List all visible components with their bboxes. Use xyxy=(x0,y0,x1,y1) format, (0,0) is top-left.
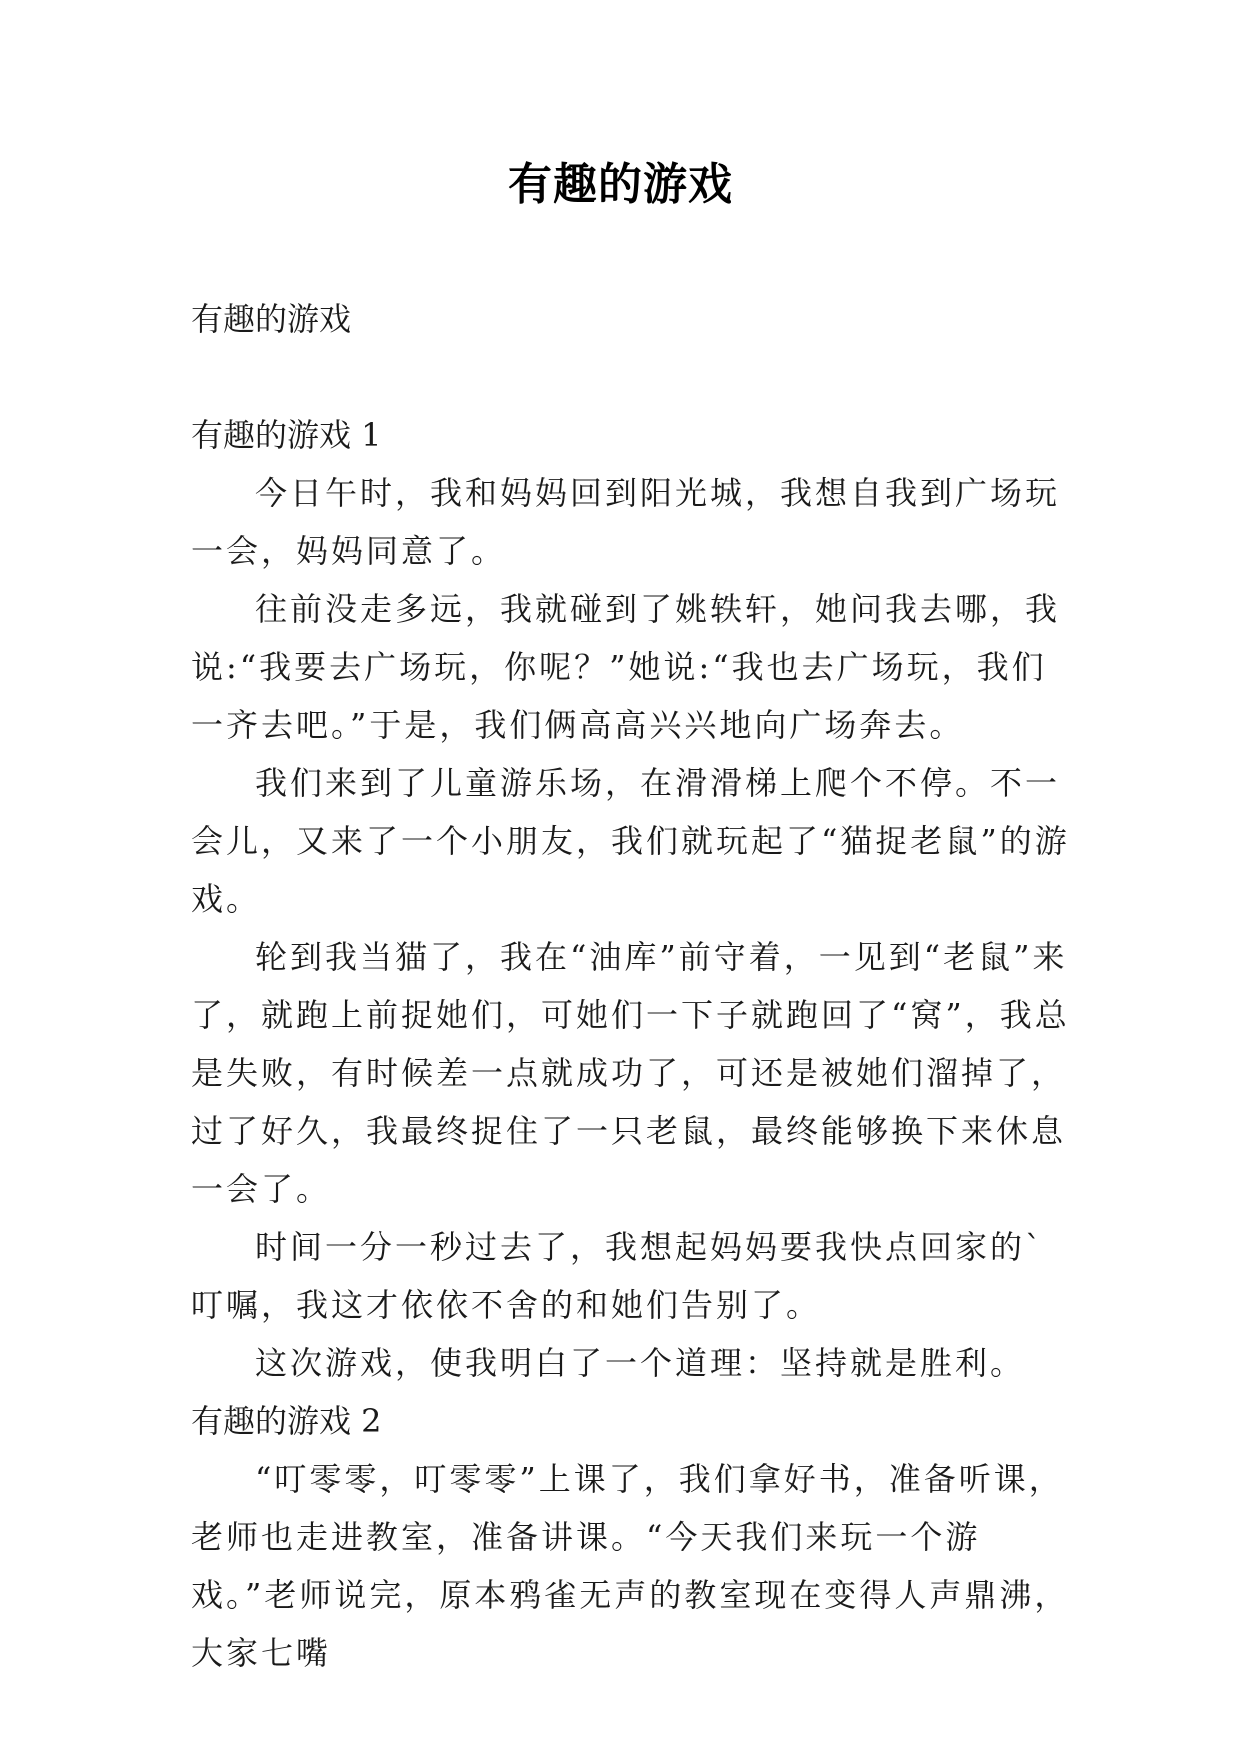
paragraph: 今日午时，我和妈妈回到阳光城，我想自我到广场玩一会，妈妈同意了。 xyxy=(191,474,1061,570)
paragraph: “叮零零，叮零零”上课了，我们拿好书，准备听课，老师也走进教室，准备讲课。“今天我们来玩一个游戏。”老师说完，原本鸦雀无声的教室现在变得人声鼎沸，大家七嘴 xyxy=(191,1460,1070,1672)
document-title: 有趣的游戏 xyxy=(508,159,733,210)
section-2 xyxy=(191,1392,1071,1682)
paragraph: 往前没走多远，我就碰到了姚轶轩，她问我去哪，我说:“我要去广场玩，你呢？”她说:“我也去广场玩，我们一齐去吧。”于是，我们俩高高兴兴地向广场奔去。 xyxy=(191,590,1061,744)
section-heading: 有趣的游戏 2 xyxy=(191,1402,382,1440)
paragraph: 我们来到了儿童游乐场，在滑滑梯上爬个不停。不一会儿，又来了一个小朋友，我们就玩起了“猫捉老鼠”的游戏。 xyxy=(191,764,1070,918)
paragraph: 轮到我当猫了，我在“油库”前守着，一见到“老鼠”来了，就跑上前捉她们，可她们一下子就跑回了“窝”，我总是失败，有时候差一点就成功了，可还是被她们溜掉了，过了好久，我最终捉住了一只老鼠，最终能够换下来休息一会了。 xyxy=(191,938,1070,1208)
paragraph: 时间一分一秒过去了，我想起妈妈要我快点回家的`叮嘱，我这才依依不舍的和她们告别了。 xyxy=(191,1228,1045,1324)
document-body xyxy=(191,290,1071,1682)
paragraph: 这次游戏，使我明白了一个道理：坚持就是胜利。 xyxy=(255,1344,1026,1382)
document-subtitle: 有趣的游戏 xyxy=(191,300,352,338)
section-heading: 有趣的游戏 1 xyxy=(191,416,382,454)
section-1 xyxy=(191,406,1071,1392)
